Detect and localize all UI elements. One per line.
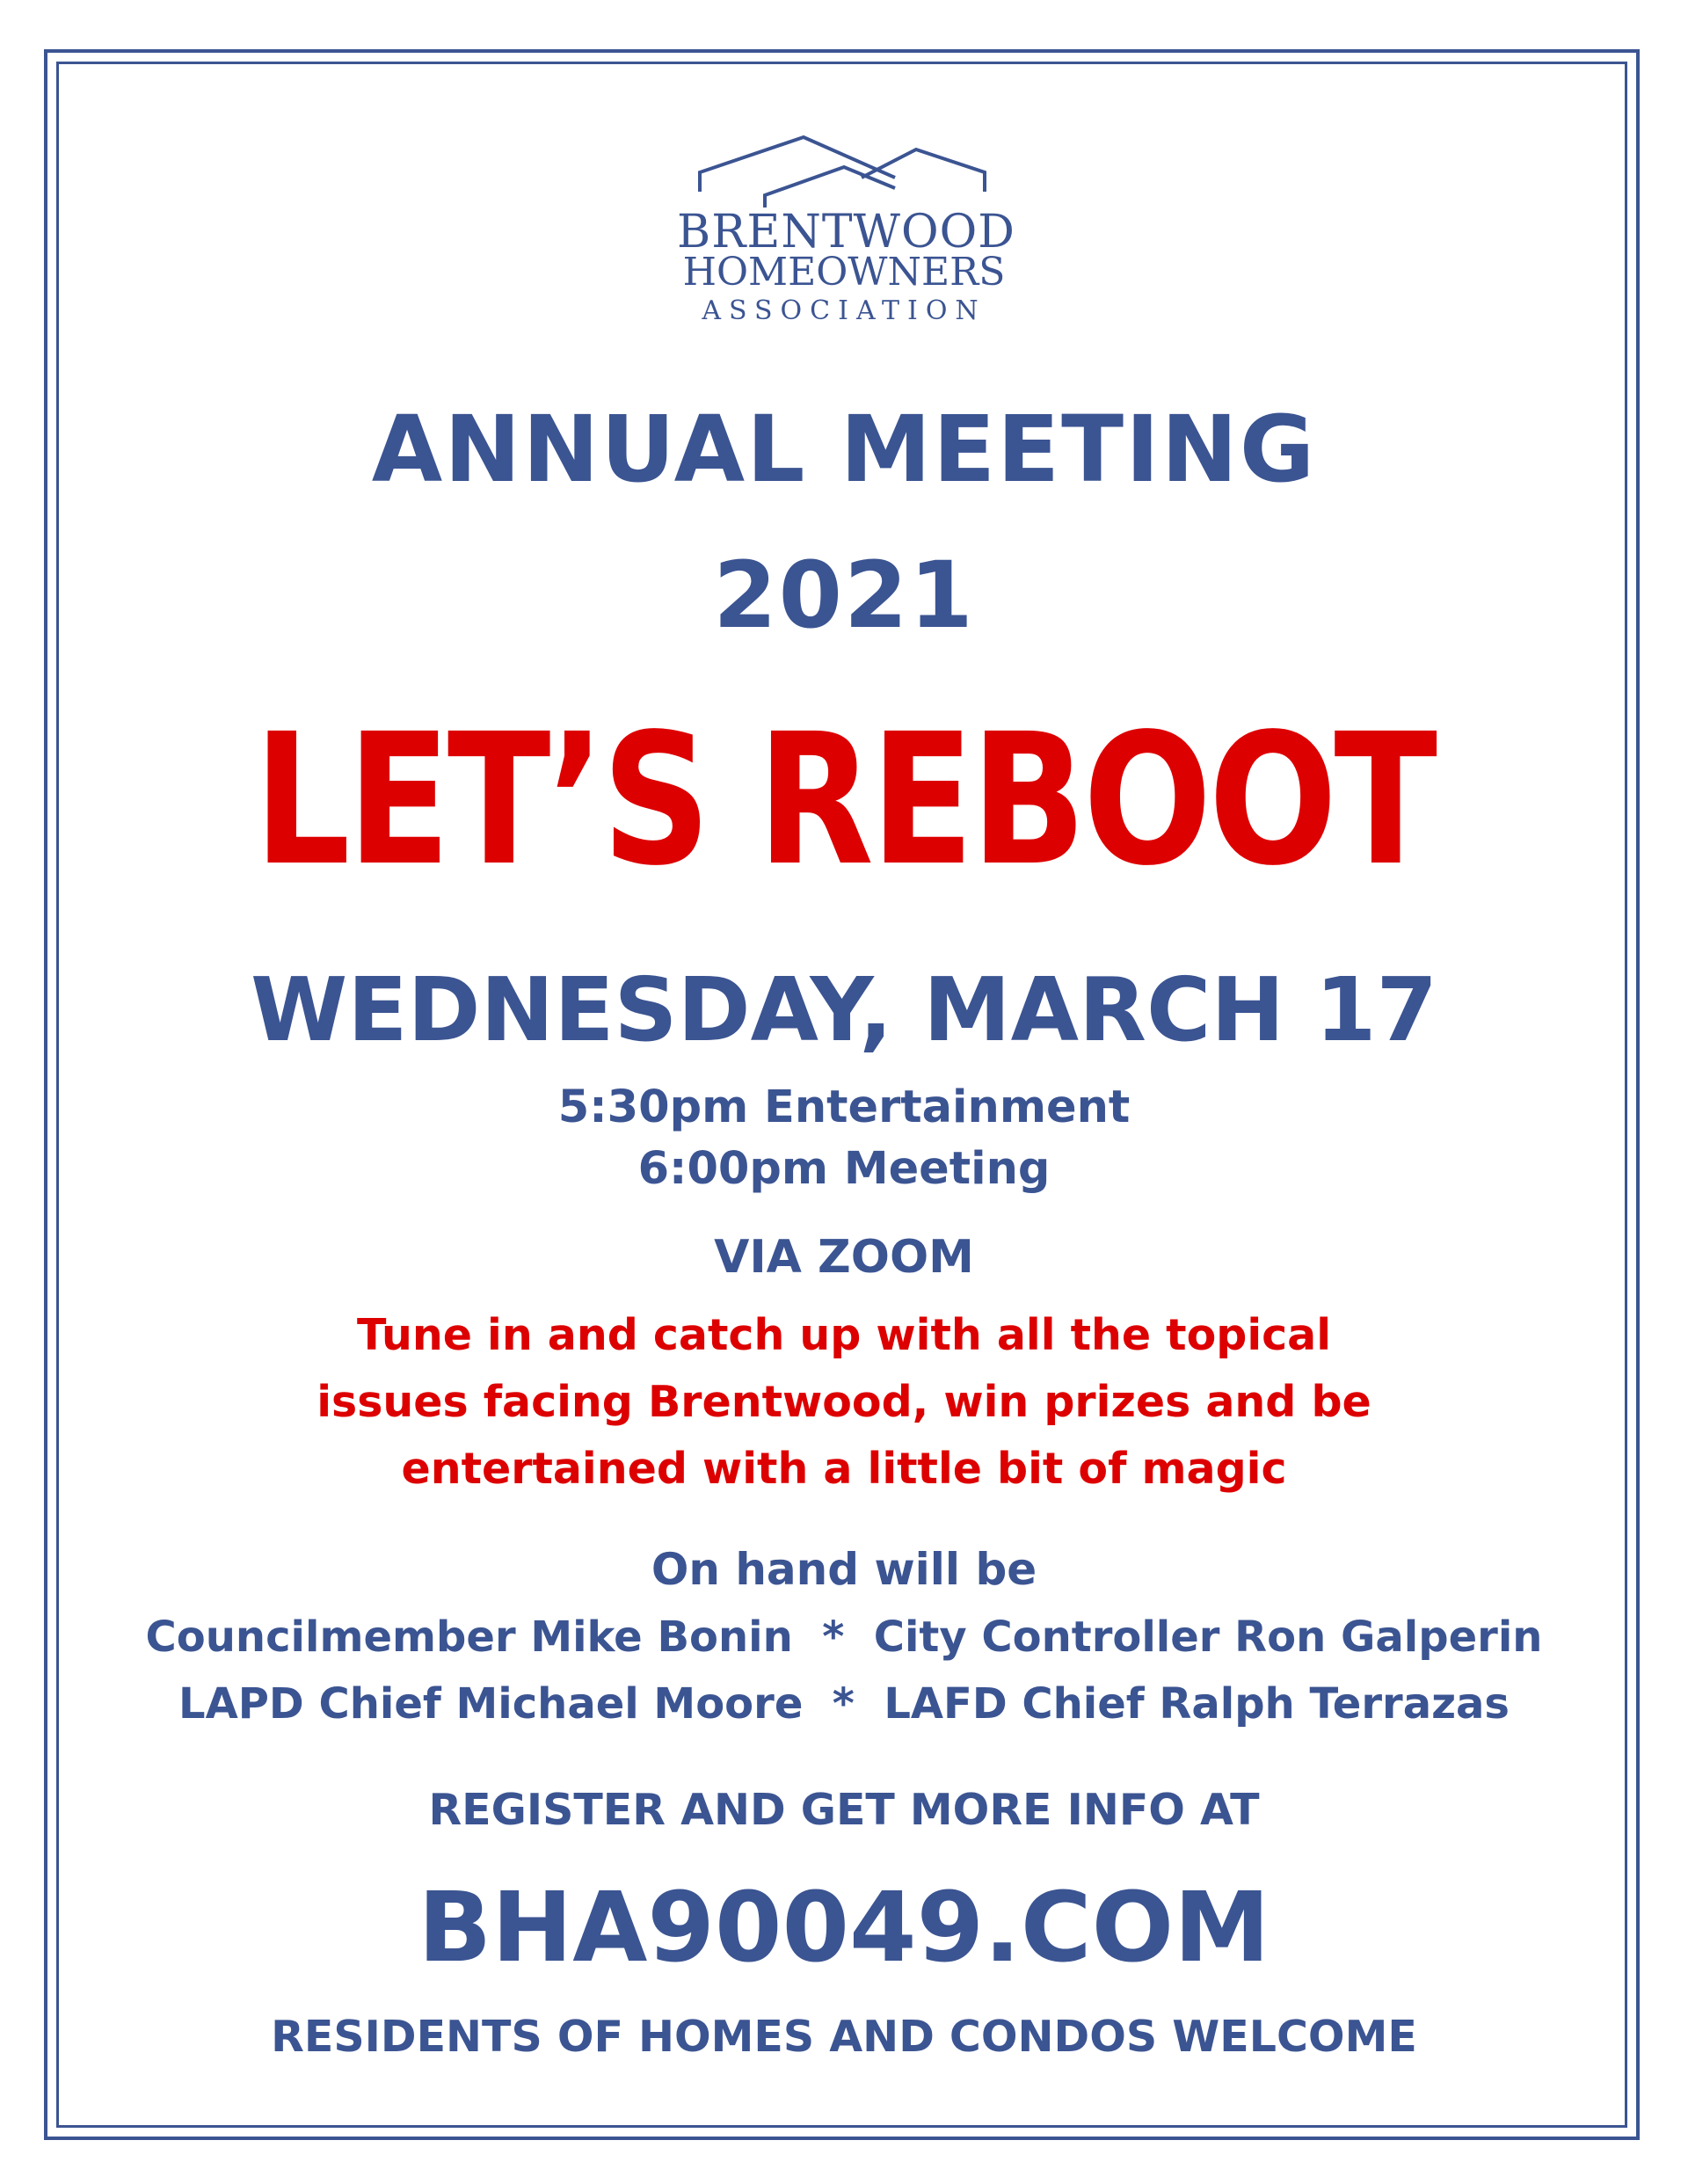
- guests-line-1: Councilmember Mike Bonin * City Controller Ron Galperin: [145, 1613, 1543, 1662]
- description-line-1: Tune in and catch up with all the topical: [356, 1310, 1332, 1360]
- logo-text-homeowners: HOMEOWNERS: [682, 250, 1006, 295]
- headline: LET’S REBOOT: [253, 695, 1435, 906]
- guests-line-2: LAPD Chief Michael Moore * LAFD Chief Ralph Terrazas: [178, 1679, 1510, 1729]
- logo-text-association: ASSOCIATION: [702, 295, 986, 326]
- platform-label: VIA ZOOM: [714, 1231, 974, 1284]
- website-link[interactable]: BHA90049.COM: [418, 1871, 1270, 1984]
- description-line-3: entertained with a little bit of magic: [401, 1444, 1287, 1494]
- schedule-item-meeting: 6:00pm Meeting: [637, 1143, 1051, 1195]
- register-text: REGISTER AND GET MORE INFO AT: [428, 1785, 1260, 1835]
- title-line-2: 2021: [713, 542, 975, 649]
- rooftops-icon: [695, 132, 993, 211]
- title-line-1: ANNUAL MEETING: [371, 396, 1317, 503]
- footer-welcome: RESIDENTS OF HOMES AND CONDOS WELCOME: [271, 2012, 1417, 2062]
- schedule-item-entertainment: 5:30pm Entertainment: [557, 1081, 1131, 1133]
- logo-text-brentwood: BRENTWOOD: [677, 206, 1015, 258]
- guests-intro: On hand will be: [651, 1544, 1037, 1595]
- event-date: WEDNESDAY, MARCH 17: [250, 958, 1438, 1061]
- bha-logo: [677, 132, 1015, 334]
- description-line-2: issues facing Brentwood, win prizes and be: [316, 1377, 1372, 1427]
